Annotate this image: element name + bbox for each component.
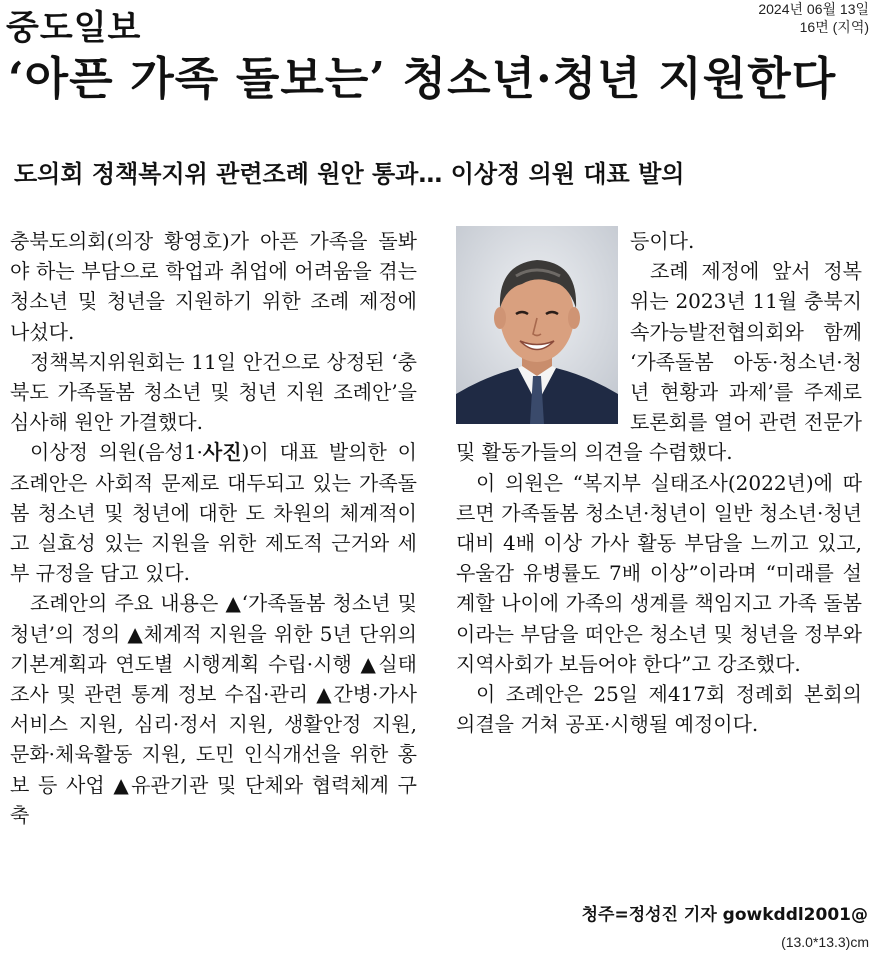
page-section: 16면 (지역) (799, 19, 869, 35)
article-headline: ‘아픈 가족 돌보는’ 청소년·청년 지원한다 (8, 52, 837, 105)
paragraph-3 (10, 437, 417, 588)
photo-reference: 사진 (202, 440, 242, 465)
paragraph-3-part-b: )이 대표 발의한 이 조례안은 사회적 문제로 대두되고 있는 가족돌봄 청소년 및 청년에 대한 도 차원의 체계적이고 실효성 있는 지원을 위한 제도적 근거와 세부 규정을 담고 있다. (10, 440, 417, 586)
publication-meta (758, 0, 869, 36)
newspaper-masthead: 중도일보 (6, 8, 142, 48)
paragraph-2: 정책복지위원회는 11일 안건으로 상정된 ‘충북도 가족돌봄 청소년 및 청년 지원 조례안’을 심사해 원안 가결했다. (10, 349, 417, 435)
article-subheadline: 도의회 정책복지위 관련조례 원안 통과… 이상정 의원 대표 발의 (14, 160, 685, 188)
paragraph-6: 조례 제정에 앞서 정복위는 2023년 11월 충북지속가능발전협의회와 함께 ‘가족돌봄 아동·청소년·청년 현황과 과제’를 주제로 토론회를 열어 관련 전문가 및 활동가들의 의견을 수렴했다. (456, 259, 862, 465)
article-column-1 (10, 226, 417, 830)
publication-date: 2024년 06월 13일 (758, 1, 869, 17)
paragraph-8: 이 조례안은 25일 제417회 정례회 본회의 의결을 거쳐 공포·시행될 예정이다. (456, 682, 862, 737)
paragraph-3-part-a: 이상정 의원(음성1· (30, 440, 203, 465)
paragraph-7: 이 의원은 “복지부 실태조사(2022년)에 따르면 가족돌봄 청소년·청년이 일반 청소년·청년 대비 4배 이상 가사 활동 부담을 느끼고 있고, 우울감 유병률도 7배 이상”이라며 “미래를 설계할 나이에 가족의 생계를 책임지고 가족 돌봄이라는 부담을 떠안은 청소년 및 청년을 정부와 지역사회가 보듬어야 한다”고 강조했다. (456, 470, 862, 676)
paragraph-4: 조례안의 주요 내용은 ▲‘가족돌봄 청소년 및 청년’의 정의 ▲체계적 지원을 위한 5년 단위의 기본계획과 연도별 시행계획 수립·시행 ▲실태조사 및 관련 통계 정보 수집·관리 ▲간병·가사 서비스 지원, 심리·정서 지원, 생활안정 지원, 문화·체육활동 지원, 도민 인식개선을 위한 홍보 등 사업 ▲유관기관 및 단체와 협력체계 구축 (10, 591, 417, 827)
article-column-2 (456, 226, 862, 739)
paragraph-5: 등이다. (630, 229, 695, 253)
reporter-byline: 청주=정성진 기자 gowkddl2001@ (581, 905, 868, 925)
article-size: (13.0*13.3)cm (781, 934, 869, 950)
paragraph-1: 충북도의회(의장 황영호)가 아픈 가족을 돌봐야 하는 부담으로 학업과 취업에 어려움을 겪는 청소년 및 청년을 지원하기 위한 조례 제정에 나섰다. (10, 229, 417, 344)
portrait-photo (456, 226, 618, 424)
portrait-illustration (456, 226, 618, 424)
